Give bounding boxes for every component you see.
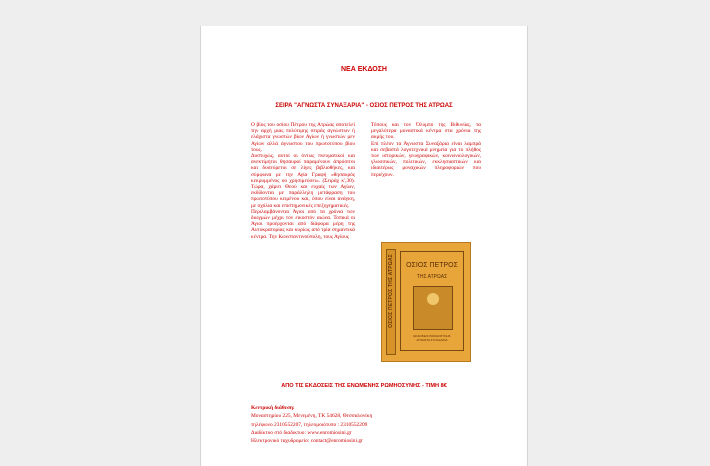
paragraph: Περιλαμβάνονται Άγιοι από τα χρόνια των διωγμών μέχρι τον εικοστόν αιώνα. Τοπικά οι Άγιοι προέρχονται από διάφορα μέρη της Αυτοκρατορίας και κυρίως από τρία σημαντικά κέντρα. Την Κωνσταντινούπολη, τους Αγίους [251,208,355,240]
contact-email-link[interactable]: Ηλεκτρονικό ταχυδρομείο: contact@enromiosini.gr [251,438,363,445]
book-spine [386,249,396,355]
paragraph: Τόπους και τον Όλυμπο της Βιθυνίας, τα μεγαλύτερα μοναστικά κέντρα στα χρόνια της ακμής του. [371,122,481,141]
book-spine-text: ΟΣΙΟΣ ΠΕΤΡΟΣ ΤΗΣ ΑΤΡΩΑΣ [388,254,394,328]
contact-label: Κεντρική διάθεση: [251,405,295,411]
book-cover-frame [400,251,464,351]
right-column [371,122,481,178]
book-title-line2: ΤΗΣ ΑΤΡΩΑΣ [416,274,448,280]
left-column [251,122,355,240]
contact-website-link[interactable]: Διαδίκτυο στό διαδικτυο: www.enromiosini.gr [251,429,352,436]
book-cover-image [381,242,471,362]
document-page [200,26,528,466]
new-edition-heading: ΝΕΑ ΕΚΔΟΣΗ [341,66,387,73]
paragraph: Δυστυχώς, αυτοί οι όντως πνευματικοί και ανεκτίμητοι θησαυροί παραμένουν άπρόσιτοι και δυσεύρετοι σε λίγες βιβλιοθήκες, και σύμφωνα με την Αγία Γραφή «θησαυρός κεκρυμμένος ού χρησιμεύσει». (Σειράχ κ',30). Τώρα, χάριτι Θεού και ευχαίς των Αγίων, εκδίδονται με παράλληλη μετάφραση του πρωτοτύπου κειμένου και, όπου είναι ανάγκη, με σχόλια και επιστημονικές επεξηγηματικές. [251,153,355,209]
contact-phones: τηλέφωνο 2310552207, τηλεομοιότυπο : 2310552209 [251,421,368,428]
book-publisher-line1: ΕΚΔΟΣΕΙΣ ΡΩΜΗΟΣΥΝΗΣ [413,334,451,338]
paragraph: Ο βίος του οσίου Πέτρου της Ατρώας αποτελεί την αρχή μιας πολύτιμης σειράς αγνώστων ή ελάχιστα γνωστών βίων Αγίων ή γνωστών μεν Αγίων αλλά άγνωστου του πρωτοτύπου βίου τους. [251,122,355,153]
book-publisher [401,334,463,342]
contact-block [251,404,481,445]
icon-illustration [413,286,453,330]
book-publisher-line2: ΑΓΝΩΣΤΑ ΣΥΝΑΞΑΡΙΑ [416,338,448,342]
series-title: ΣΕΙΡΑ "ΑΓΝΩΣΤΑ ΣΥΝΑΞΑΡΙΑ" - ΟΣΙΟΣ ΠΕΤΡΟΣ ΤΗΣ ΑΤΡΩΑΣ [275,103,453,109]
paragraph: Επί πλέον τα Άγνωστα Συναξάρια είναι λαμπρά και σεβαστά λογοτεχνικά μνημεία για το πλήθος των ιστορικών, γεωγραφικών, κοινωνιολογικών, γλωσσικών, πολιτικών, εκκλησιαστικών και ιδιαιτέρως μοναχικών πληροφοριών που περιέχουν. [371,140,481,178]
book-title-line1: ΟΣΙΟΣ ΠΕΤΡΟΣ [406,262,458,269]
publisher-price-line: ΑΠΟ ΤΙΣ ΕΚΔΟΣΕΙΣ ΤΗΣ ΕΝΩΜΕΝΗΣ ΡΩΜΗΟΣΥΝΗΣ - ΤΙΜΗ 8€ [281,383,447,389]
contact-address: Μοναστηρίου 225, Μενεμένη, ΤΚ 54628, Θεσσαλονίκη [251,413,373,420]
